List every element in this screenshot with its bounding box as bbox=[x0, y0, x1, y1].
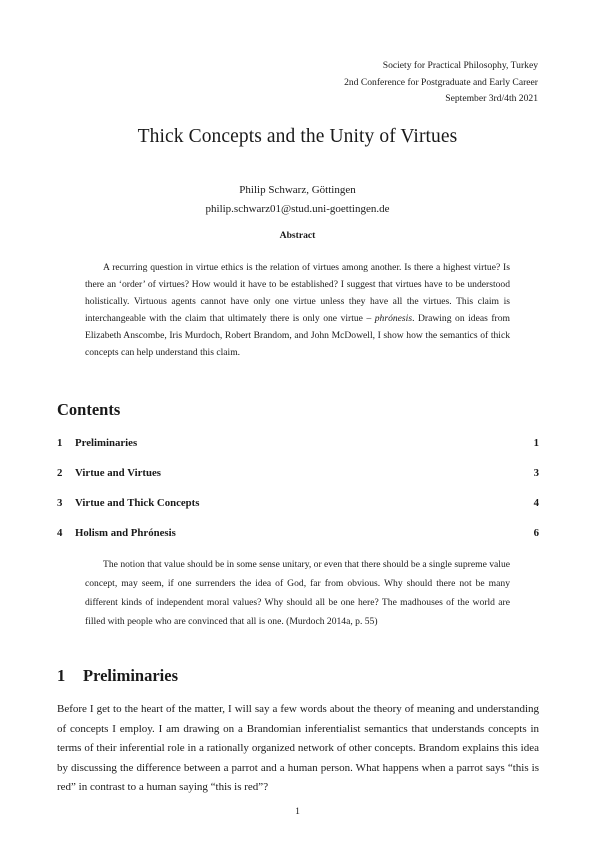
abstract-text-after: . Drawing on ideas from Elizabeth Anscombe, Iris Murdoch, Robert Brandom, and John McDowell, I show how the semantics of thick concepts can help understand this claim. bbox=[85, 313, 510, 358]
toc-title[interactable]: Virtue and Thick Concepts bbox=[75, 497, 200, 509]
toc-entry[interactable] bbox=[57, 437, 539, 449]
header-date: September 3rd/4th 2021 bbox=[445, 93, 538, 104]
section-number: 1 bbox=[57, 666, 66, 685]
section-heading bbox=[57, 666, 178, 686]
toc-number: 2 bbox=[57, 467, 63, 479]
epigraph-quote bbox=[85, 555, 510, 631]
toc-title[interactable]: Preliminaries bbox=[75, 437, 138, 449]
toc-entry[interactable] bbox=[57, 497, 539, 509]
toc-number: 3 bbox=[57, 497, 63, 509]
contents-heading: Contents bbox=[57, 400, 121, 419]
author-block bbox=[0, 181, 595, 219]
page-number: 1 bbox=[295, 806, 300, 817]
toc-title[interactable]: Virtue and Virtues bbox=[75, 467, 161, 479]
toc-entry[interactable] bbox=[57, 467, 539, 479]
toc-number: 1 bbox=[57, 437, 63, 449]
abstract-heading: Abstract bbox=[279, 230, 316, 241]
toc-number: 4 bbox=[57, 527, 63, 539]
abstract-emphasis: phrónesis bbox=[374, 313, 413, 324]
header-society: Society for Practical Philosophy, Turkey bbox=[382, 60, 538, 71]
epigraph-text: The notion that value should be in some sense unitary, or even that there should be a single supreme value concept, may seem, if one surrenders the idea of God, far from obvious. Why should there not be many different kinds of independent moral values? Why should all be one here? The madhouses of the world are filled with people who are convinced that all is one. bbox=[85, 559, 511, 627]
toc-page[interactable]: 1 bbox=[533, 437, 539, 449]
toc-title[interactable]: Holism and Phrónesis bbox=[75, 527, 176, 539]
epigraph-citation: (Murdoch 2014a, p. 55) bbox=[286, 616, 378, 627]
abstract-text-before: A recurring question in virtue ethics is the relation of virtues among another. Is there a highest virtue? Is there an ‘order’ of virtues? How would it have to be established? I suggest that virtues have to be understood holistically. Virtuous agents cannot have only one virtue unless they have all the virtues. This claim is interchangeable with the claim that ultimately there is only one virtue – bbox=[85, 262, 510, 324]
toc-entry[interactable] bbox=[57, 527, 539, 539]
section-body-text: Before I get to the heart of the matter, I will say a few words about the theory of meaning and understanding of concepts I employ. I am drawing on a Brandomian inferentialist semantics that understands concepts in terms of their inferential role in a rationally organized network of other concepts. Brandom explains this idea by discussing the difference between a parrot and a human person. What happens when a parrot says “this is red” in contrast to a human saying “this is red”? bbox=[57, 703, 539, 794]
conference-header bbox=[344, 58, 538, 108]
toc-page[interactable]: 6 bbox=[533, 527, 539, 539]
section-title: Preliminaries bbox=[83, 666, 179, 685]
toc-page[interactable]: 3 bbox=[533, 467, 539, 479]
author-email: philip.schwarz01@stud.uni-goettingen.de bbox=[205, 203, 390, 215]
toc-page[interactable]: 4 bbox=[533, 497, 539, 509]
author-name: Philip Schwarz, Göttingen bbox=[239, 184, 356, 196]
abstract-text bbox=[85, 259, 510, 361]
paper-title: Thick Concepts and the Unity of Virtues bbox=[137, 126, 458, 147]
header-conference: 2nd Conference for Postgraduate and Early Career bbox=[344, 76, 538, 88]
